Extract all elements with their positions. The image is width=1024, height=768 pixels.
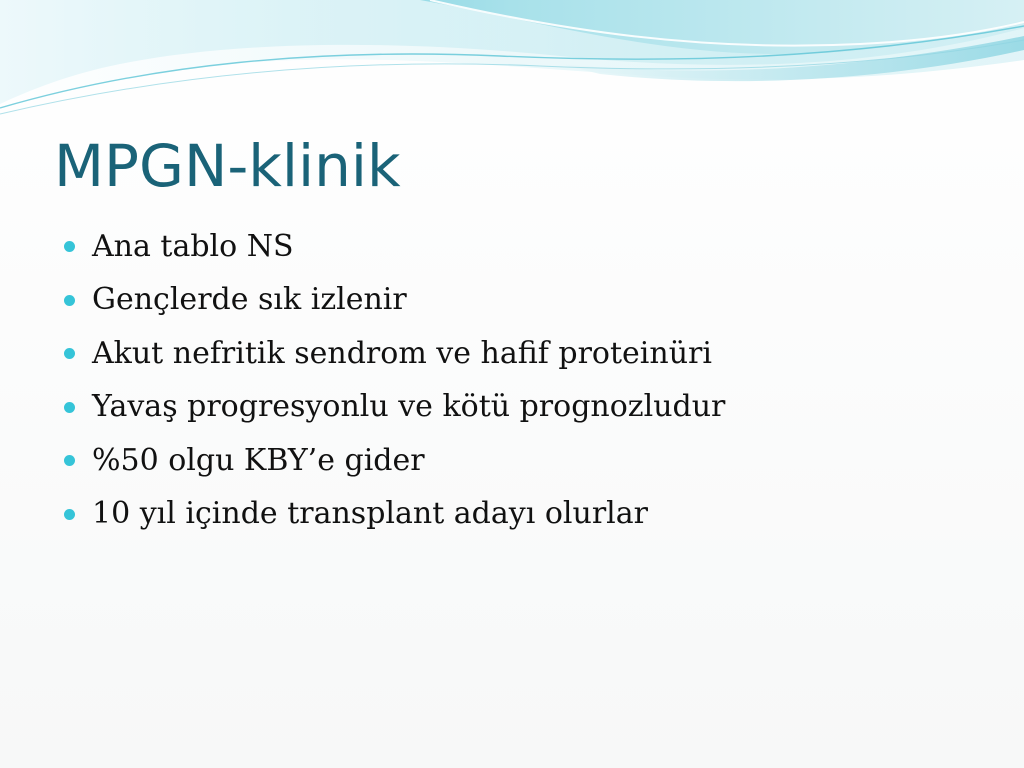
list-item <box>64 488 725 542</box>
bullet-text: Akut nefritik sendrom ve hafif proteinüri <box>92 335 712 371</box>
bullet-text: Gençlerde sık izlenir <box>92 282 407 318</box>
slide-title: MPGN-klinik <box>54 132 401 200</box>
bullet-icon <box>64 455 75 466</box>
bullet-icon <box>64 241 75 252</box>
bullet-text: Yavaş progresyonlu ve kötü prognozludur <box>92 389 726 425</box>
list-item <box>64 434 725 488</box>
list-item <box>64 327 725 381</box>
bullet-icon <box>64 402 75 413</box>
list-item <box>64 220 725 274</box>
bullet-icon <box>64 295 75 306</box>
bullet-text: Ana tablo NS <box>92 228 294 264</box>
list-item <box>64 274 725 328</box>
list-item <box>64 381 725 435</box>
bullet-list <box>64 220 725 541</box>
bullet-icon <box>64 348 75 359</box>
decorative-wave-header <box>0 0 1024 130</box>
bullet-icon <box>64 509 75 520</box>
bullet-text: %50 olgu KBY’e gider <box>92 442 425 478</box>
bullet-text: 10 yıl içinde transplant adayı olurlar <box>92 496 648 532</box>
